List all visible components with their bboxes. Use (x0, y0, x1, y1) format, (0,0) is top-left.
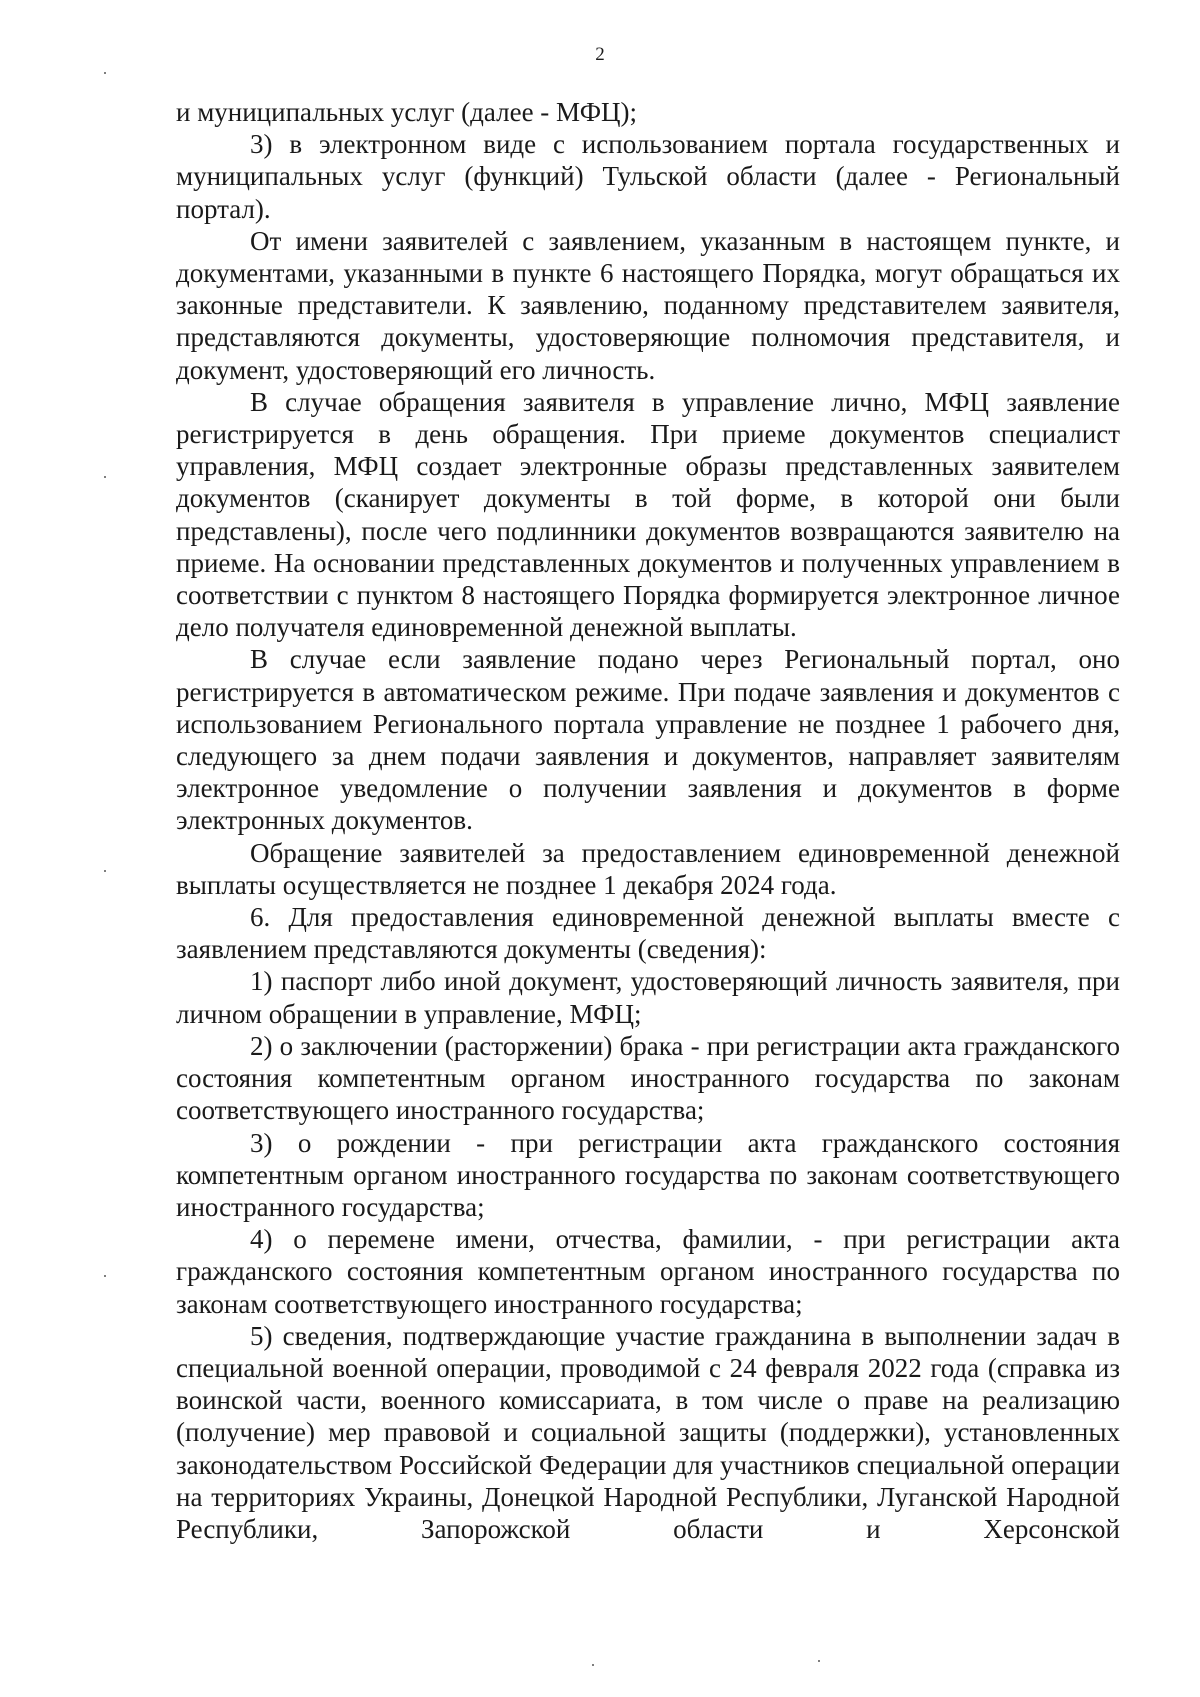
scan-speck (104, 1275, 106, 1277)
paragraph-regional-portal: В случае если заявление подано через Региональный портал, оно регистрируется в автоматическом режиме. При подаче заявления и документов с использованием Регионального портала управление не позднее 1 рабочего дня, следующего за днем подачи заявления и документов, направляет заявителям электронное уведомление о получении заявления и документов в форме электронных документов. (176, 644, 1120, 836)
list-item-3-birth: 3) о рождении - при регистрации акта гражданского состояния компетентным органом иностранного государства по законам соответствующего иностранного государства; (176, 1127, 1120, 1222)
paragraph-deadline: Обращение заявителей за предоставлением единовременной денежной выплаты осуществляется не позднее 1 декабря 2024 года. (176, 837, 1120, 900)
scan-speck (104, 72, 106, 74)
list-item-2-marriage: 2) о заключении (расторжении) брака - при регистрации акта гражданского состояния компетентным органом иностранного государства по законам соответствующего иностранного государства; (176, 1030, 1120, 1126)
paragraph-representatives: От имени заявителей с заявлением, указанным в настоящем пункте, и документами, указанными в пункте 6 настоящего Порядка, могут обращаться их законные представители. К заявлению, поданному представителем заявителя, представляются документы, удостоверяющие полномочия представителя, и документ, удостоверяющий его личность. (176, 225, 1120, 385)
paragraph-continuation-mfc: и муниципальных услуг (далее - МФЦ); (176, 97, 638, 127)
paragraph-section-6: 6. Для предоставления единовременной денежной выплаты вместе с заявлением представляются документы (сведения): (176, 902, 1120, 965)
scan-speck (818, 1660, 820, 1662)
document-body (176, 96, 1120, 1545)
paragraph-item-3-electronic: 3) в электронном виде с использованием портала государственных и муниципальных услуг (функций) Тульской области (далее - Региональный портал). (176, 129, 1120, 224)
scan-speck (104, 476, 106, 478)
list-item-1-passport: 1) паспорт либо иной документ, удостоверяющий личность заявителя, при личном обращении в управление, МФЦ; (176, 966, 1120, 1029)
scan-speck (104, 870, 106, 872)
page-number: 2 (595, 44, 605, 65)
scan-speck (592, 1664, 594, 1666)
list-item-4-name-change: 4) о перемене имени, отчества, фамилии, - при регистрации акта гражданского состояния компетентным органом иностранного государства по законам соответствующего иностранного государства; (176, 1224, 1120, 1319)
list-item-5-svo-participation: 5) сведения, подтверждающие участие гражданина в выполнении задач в специальной военной операции, проводимой с 24 февраля 2022 года (справка из воинской части, военного комиссариата, в том числе о праве на реализацию (получение) мер правовой и социальной защиты (поддержки), установленных законодательством Российской Федерации для участников специальной операции на территориях Украины, Донецкой Народной Республики, Луганской Народной Республики, Запорожской области и Херсонской (176, 1320, 1120, 1544)
paragraph-personal-appeal: В случае обращения заявителя в управление лично, МФЦ заявление регистрируется в день обращения. При приеме документов специалист управления, МФЦ создает электронные образы представленных заявителем документов (сканирует документы в той форме, в которой они были представлены), после чего подлинники документов возвращаются заявителю на приеме. На основании представленных документов и полученных управлением в соответствии с пунктом 8 настоящего Порядка формируется электронное личное дело получателя единовременной денежной выплаты. (176, 386, 1120, 643)
